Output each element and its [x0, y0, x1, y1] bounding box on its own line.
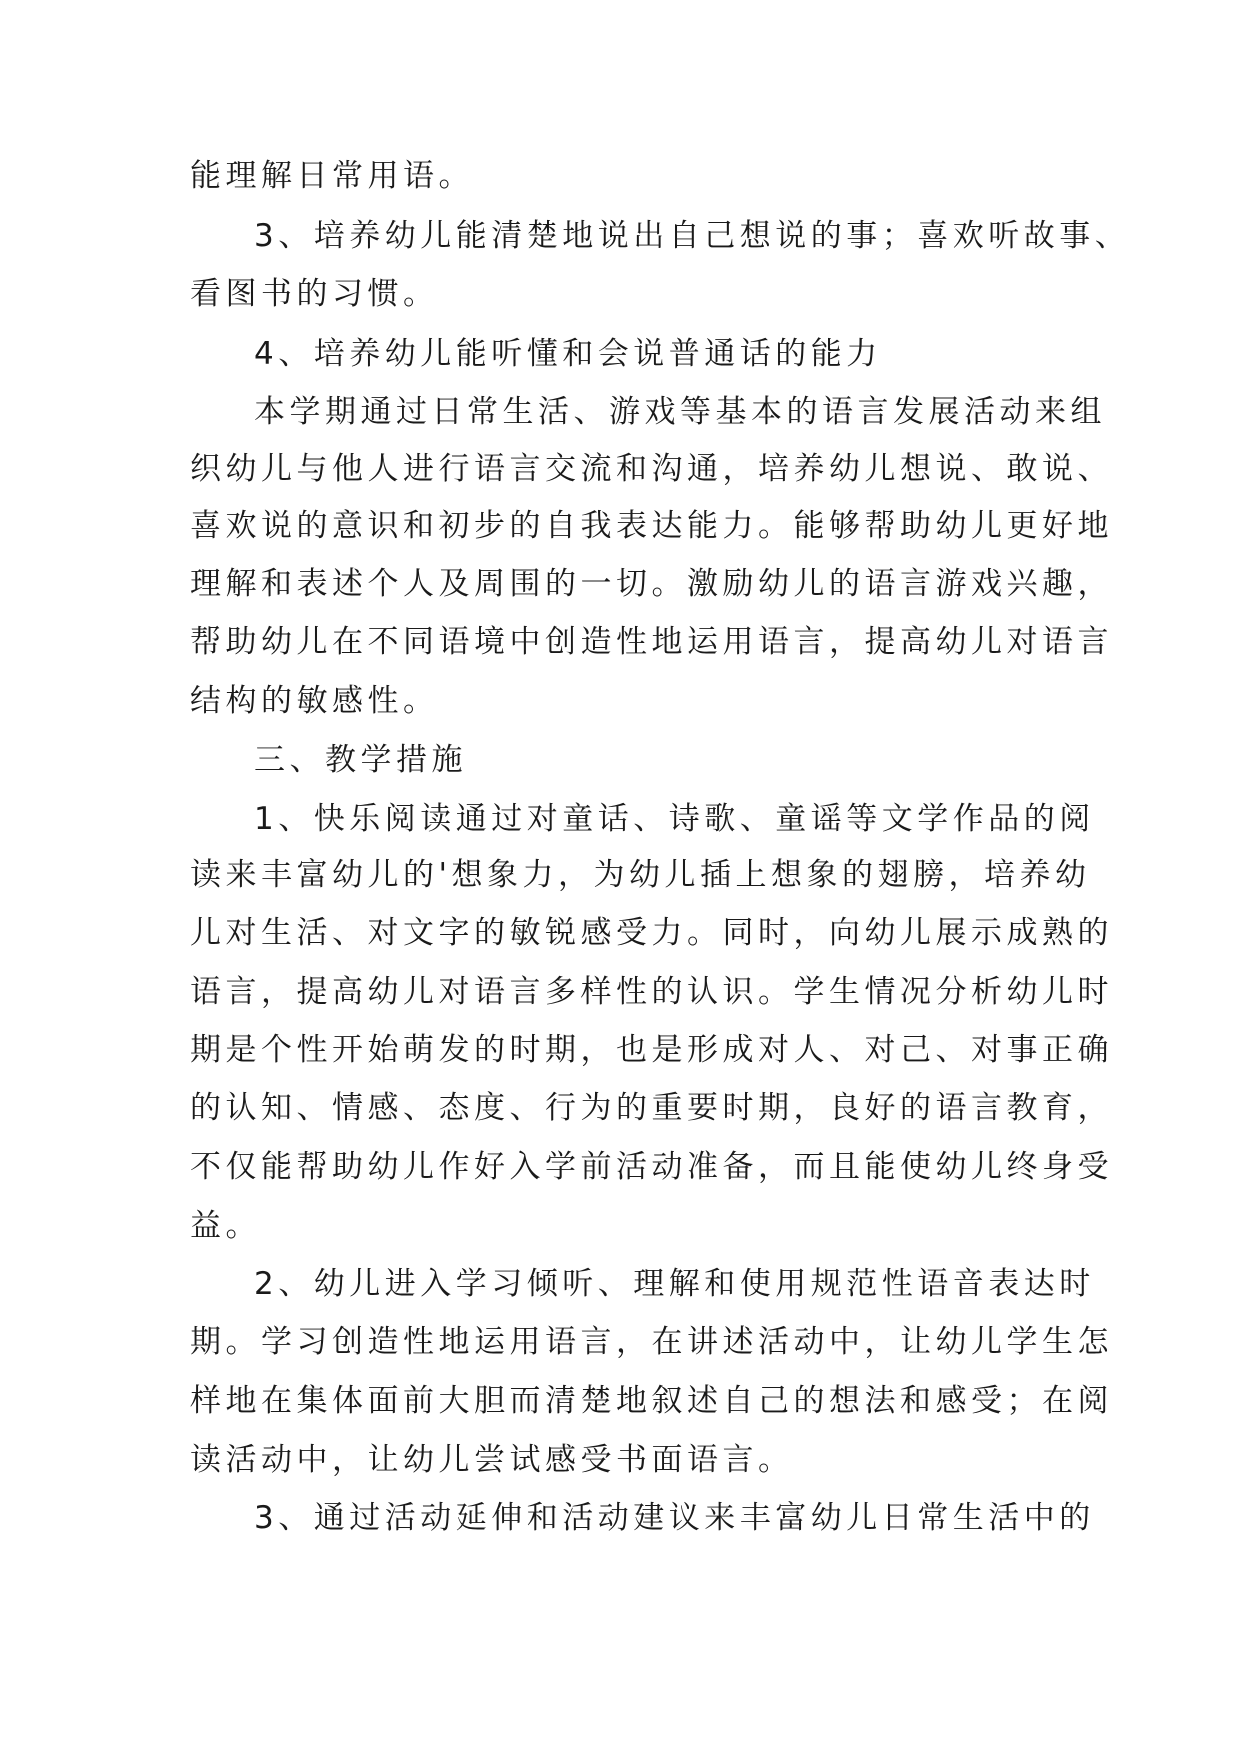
- text-line: 理解和表述个人及周围的一切。激励幼儿的语言游戏兴趣，: [190, 566, 1113, 602]
- text-line: 帮助幼儿在不同语境中创造性地运用语言，提高幼儿对语言: [190, 624, 1113, 660]
- section-heading: 三、教学措施: [254, 742, 467, 778]
- text-line: 织幼儿与他人进行语言交流和沟通，培养幼儿想说、敢说、: [190, 451, 1113, 487]
- text-line: 3、通过活动延伸和活动建议来丰富幼儿日常生活中的: [254, 1500, 1095, 1536]
- text-line: 语言，提高幼儿对语言多样性的认识。学生情况分析幼儿时: [190, 974, 1113, 1010]
- text-line: 看图书的习惯。: [190, 276, 439, 312]
- text-line: 样地在集体面前大胆而清楚地叙述自己的想法和感受；在阅: [190, 1383, 1113, 1419]
- text-line: 读来丰富幼儿的'想象力，为幼儿插上想象的翅膀，培养幼: [190, 857, 1091, 893]
- text-line: 益。: [190, 1208, 261, 1244]
- text-line: 不仅能帮助幼儿作好入学前活动准备，而且能使幼儿终身受: [190, 1149, 1113, 1185]
- text-line: 本学期通过日常生活、游戏等基本的语言发展活动来组: [254, 394, 1106, 430]
- text-line: 3、培养幼儿能清楚地说出自己想说的事；喜欢听故事、: [254, 218, 1131, 254]
- text-line: 喜欢说的意识和初步的自我表达能力。能够帮助幼儿更好地: [190, 508, 1113, 544]
- text-line: 的认知、情感、态度、行为的重要时期，良好的语言教育，: [190, 1090, 1113, 1126]
- text-line: 结构的敏感性。: [190, 683, 439, 719]
- text-line: 读活动中，让幼儿尝试感受书面语言。: [190, 1442, 794, 1478]
- text-line: 1、快乐阅读通过对童话、诗歌、童谣等文学作品的阅: [254, 801, 1095, 837]
- text-line: 期是个性开始萌发的时期，也是形成对人、对己、对事正确: [190, 1032, 1113, 1068]
- text-line: 4、培养幼儿能听懂和会说普通话的能力: [254, 336, 882, 372]
- text-line: 能理解日常用语。: [190, 158, 474, 194]
- text-line: 儿对生活、对文字的敏锐感受力。同时，向幼儿展示成熟的: [190, 915, 1113, 951]
- text-line: 期。学习创造性地运用语言，在讲述活动中，让幼儿学生怎: [190, 1324, 1113, 1360]
- text-line: 2、幼儿进入学习倾听、理解和使用规范性语音表达时: [254, 1266, 1095, 1302]
